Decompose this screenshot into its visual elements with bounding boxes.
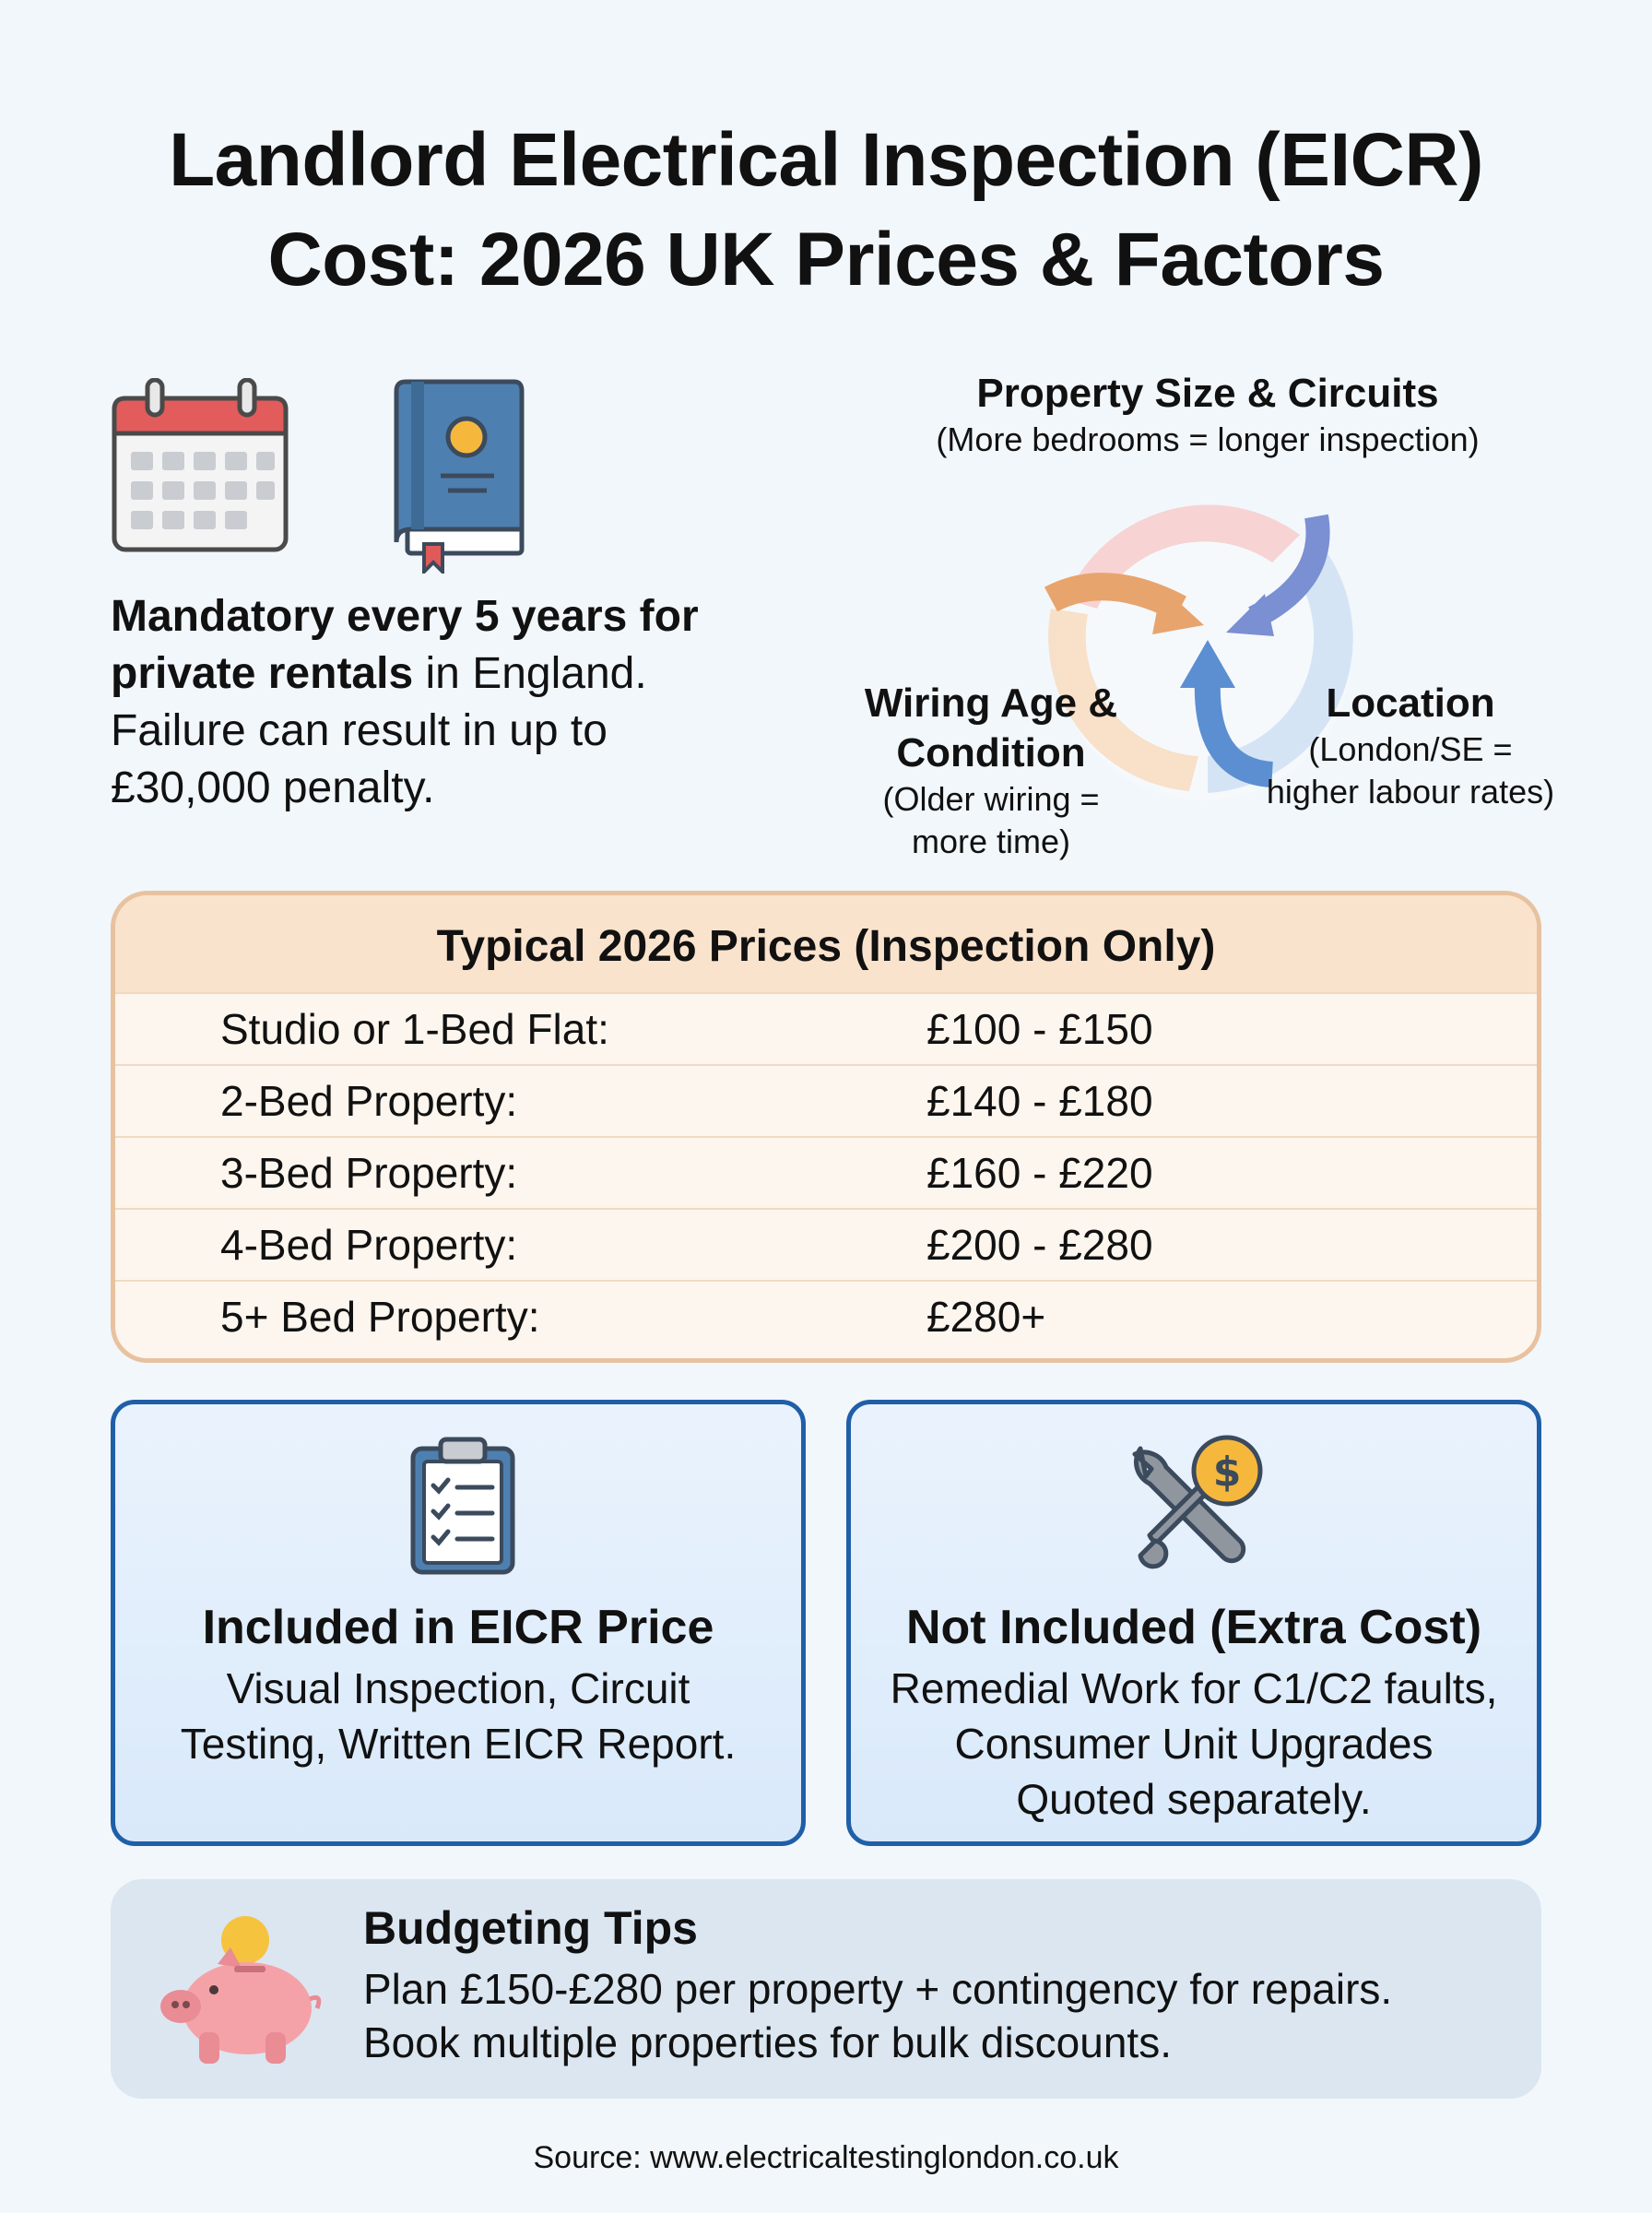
factor-location: [1254, 679, 1567, 813]
price-row-value: £200 - £280: [926, 1221, 1153, 1269]
tips-line-1: Plan £150-£280 per property + contingency for repairs.: [363, 1965, 1393, 2013]
factor-location-note-2: higher labour rates): [1266, 773, 1555, 811]
price-row-value: £160 - £220: [926, 1149, 1153, 1197]
mandatory-text-2: Failure can result in up to: [111, 706, 608, 755]
price-row: [115, 1280, 1537, 1352]
price-row-label: 3-Bed Property:: [220, 1149, 518, 1197]
factor-location-title: Location: [1326, 680, 1495, 726]
mandatory-text-1: in England.: [413, 649, 647, 698]
price-row: [115, 1208, 1537, 1280]
not-included-box: [846, 1400, 1541, 1846]
price-row: [115, 1064, 1537, 1136]
price-row: [115, 1136, 1537, 1208]
mandatory-bold-2: private rentals: [111, 649, 414, 698]
factor-wiring: [830, 679, 1152, 863]
factor-size-title: Property Size & Circuits: [976, 371, 1439, 416]
factor-wiring-title-2: Condition: [896, 730, 1086, 775]
price-row-label: Studio or 1-Bed Flat:: [220, 1005, 609, 1053]
title-line-2: Cost: 2026 UK Prices & Factors: [267, 218, 1385, 302]
page-title: [0, 111, 1652, 310]
piggy-bank-icon: [157, 1912, 324, 2075]
factor-size: [830, 369, 1586, 461]
included-text: [143, 1661, 773, 1771]
price-row-value: £100 - £150: [926, 1005, 1153, 1053]
svg-text:$: $: [1212, 1449, 1242, 1496]
tips-line-2: Book multiple properties for bulk discounts.: [363, 2018, 1172, 2066]
factor-wiring-note-1: (Older wiring =: [882, 780, 1100, 818]
mandatory-notice: [111, 588, 774, 817]
factor-wiring-title-1: Wiring Age &: [864, 680, 1118, 726]
calendar-icon: [111, 378, 291, 555]
clipboard-checklist-icon: [407, 1436, 518, 1576]
price-table-header: Typical 2026 Prices (Inspection Only): [115, 895, 1537, 992]
book-icon: [391, 378, 525, 574]
price-row: [115, 992, 1537, 1064]
budgeting-tips: [111, 1879, 1541, 2099]
tips-text: [363, 1962, 1525, 2069]
mandatory-bold-1: Mandatory every 5 years for: [111, 592, 699, 641]
factor-size-note: (More bedrooms = longer inspection): [936, 420, 1480, 458]
price-row-value: £140 - £180: [926, 1077, 1153, 1125]
factor-wiring-note-2: more time): [911, 822, 1071, 860]
included-box: [111, 1400, 806, 1846]
not-included-text: [879, 1661, 1509, 1827]
source-note: Source: www.electricaltestinglondon.co.uk: [533, 2140, 1119, 2175]
included-title: Included in EICR Price: [202, 1601, 714, 1654]
price-row-label: 2-Bed Property:: [220, 1077, 518, 1125]
mandatory-text-3: £30,000 penalty.: [111, 763, 435, 812]
included-line-2: Testing, Written EICR Report.: [180, 1720, 737, 1768]
not-included-line-1: Remedial Work for C1/C2 faults,: [890, 1664, 1498, 1712]
price-row-value: £280+: [926, 1293, 1046, 1341]
price-row-label: 4-Bed Property:: [220, 1221, 518, 1269]
title-line-1: Landlord Electrical Inspection (EICR): [169, 118, 1483, 202]
not-included-title: Not Included (Extra Cost): [905, 1601, 1482, 1654]
tips-title: Budgeting Tips: [363, 1902, 698, 1954]
not-included-line-2: Consumer Unit Upgrades: [954, 1720, 1434, 1768]
price-table: [111, 891, 1541, 1363]
not-included-line-3: Quoted separately.: [1016, 1775, 1372, 1823]
price-row-label: 5+ Bed Property:: [220, 1293, 540, 1341]
factor-location-note-1: (London/SE =: [1308, 730, 1513, 768]
included-line-1: Visual Inspection, Circuit: [226, 1664, 690, 1712]
wrench-money-icon: [1122, 1432, 1269, 1576]
